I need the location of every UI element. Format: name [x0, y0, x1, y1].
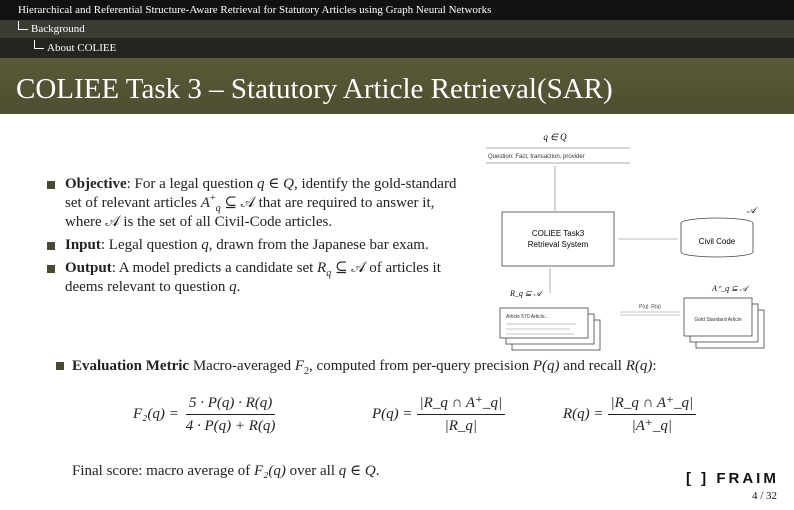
math-q: q	[257, 176, 265, 192]
fraction-numerator: |R_q ∩ A⁺_q|	[608, 394, 697, 415]
final-text: over all	[285, 463, 339, 479]
evaluation-label: Evaluation Metric	[72, 358, 190, 374]
math-in: ∈	[264, 176, 284, 192]
formula-row	[0, 394, 794, 444]
pred-doc-text: Article 570 Article...	[506, 314, 549, 320]
retrieval-system-box	[502, 212, 614, 266]
evaluation-metric	[56, 356, 776, 376]
math-in: ∈	[346, 463, 365, 479]
aq-label: A⁺_q ⊆ 𝒜	[712, 284, 748, 293]
gold-doc-text: Gold Standard Article	[694, 317, 742, 323]
bullet-label: Objective	[65, 176, 127, 192]
fraction	[417, 394, 506, 435]
math-q: q	[229, 279, 237, 295]
final-text: Final score: macro average of	[72, 463, 254, 479]
evaluation-fragment: Macro-averaged	[189, 358, 295, 374]
nav-section-label: Background	[31, 23, 85, 35]
math-Pq: P(q)	[532, 358, 560, 374]
math-F: F	[294, 358, 305, 374]
pred-doc	[500, 308, 588, 338]
math-subset: ⊆	[331, 260, 352, 276]
logo-text: FRAIM	[716, 470, 779, 487]
fraction	[183, 394, 279, 435]
math-q: q	[201, 237, 209, 253]
page-number: 4 / 32	[752, 490, 778, 502]
bullet-label: Input	[65, 237, 101, 253]
math-sub: q	[215, 203, 221, 214]
math-subset: ⊆	[220, 195, 241, 211]
fraction-denominator: |A⁺_q|	[631, 418, 672, 434]
fraction-numerator: |R_q ∩ A⁺_q|	[417, 394, 506, 415]
task-diagram	[480, 128, 780, 353]
bullet-text: , identify the gold-standard set of relevant articles	[65, 176, 457, 211]
bullet-text: that are required to answer it, where	[65, 195, 435, 230]
calA-label: 𝒜	[747, 205, 756, 215]
math-A: A	[200, 195, 210, 211]
evaluation-fragment: :	[652, 358, 657, 374]
bullet-text: : Legal question	[100, 237, 202, 253]
bullet-objective	[47, 175, 462, 232]
nav-subsection[interactable]	[0, 38, 794, 58]
bullet-list	[47, 175, 462, 301]
tree-connector-icon	[18, 21, 28, 30]
formula-f2	[133, 394, 282, 435]
slide-title: COLIEE Task 3 – Statutory Article Retrieval(SAR)	[0, 58, 794, 114]
bullet-marker-icon	[47, 265, 55, 273]
bullet-text: , drawn from the Japanese bar exam.	[208, 237, 429, 253]
bullet-input	[47, 236, 462, 255]
diagram-question-caption: Question: Fact, transaction, provider	[488, 154, 585, 160]
math-sup: +	[209, 193, 216, 204]
math-calA: 𝒜	[105, 214, 120, 230]
retrieval-system-label: COLIEE Task3	[531, 229, 585, 238]
formula-precision	[372, 394, 509, 435]
final-score	[72, 461, 379, 480]
diagram-top-label: q ∈ Q	[543, 132, 567, 142]
fraim-logo	[686, 470, 779, 487]
bullet-marker-icon	[47, 242, 55, 250]
bullet-marker-icon	[47, 181, 55, 189]
formula-lhs: P(q) =	[372, 406, 413, 422]
evaluation-fragment: and recall	[559, 358, 626, 374]
bullet-text: : For a legal question	[126, 176, 258, 192]
retrieval-system-label: Retrieval System	[527, 240, 589, 249]
nav-section[interactable]	[0, 20, 794, 38]
compare-label: P(q), R(q)	[639, 304, 661, 310]
bullet-text: is the set of all Civil-Code articles.	[119, 214, 333, 230]
civil-code-label: Civil Code	[698, 237, 736, 246]
formula-recall	[563, 394, 700, 435]
evaluation-fragment: , computed from per-query precision	[309, 358, 533, 374]
bracket-icon: [ ]	[686, 470, 710, 487]
bullet-marker-icon	[56, 362, 64, 370]
math-R: R	[317, 260, 327, 276]
formula-lhs: R(q) =	[563, 406, 604, 422]
math-Q: Q	[283, 176, 294, 192]
tree-connector-icon	[34, 40, 44, 49]
fraction-denominator: 4 · P(q) + R(q)	[185, 418, 276, 434]
nav-paper-title[interactable]: Hierarchical and Referential Structure-Aware Retrieval for Statutory Articles using Graph Neural Networks	[0, 0, 794, 20]
math-Q: Q	[364, 463, 376, 479]
nav-subsection-label: About COLIEE	[47, 42, 117, 54]
math-Rq: R(q)	[625, 358, 653, 374]
bullet-label: Output	[65, 260, 112, 276]
math-calA: 𝒜	[351, 260, 366, 276]
math-F2q: F₂(q)	[254, 463, 286, 479]
final-text: .	[375, 463, 380, 479]
formula-lhs: F₂(q) =	[133, 406, 179, 422]
math-sub: 2	[304, 366, 310, 377]
evaluation-text	[56, 358, 657, 377]
bullet-output	[47, 259, 462, 297]
bullet-text: of articles it deems relevant to question	[65, 260, 441, 295]
bullet-text: : A model predicts a candidate set	[111, 260, 318, 276]
math-calA: 𝒜	[240, 195, 255, 211]
math-q: q	[338, 463, 347, 479]
fraction-numerator: 5 · P(q) · R(q)	[186, 394, 275, 415]
fraction	[608, 394, 697, 435]
math-sub: q	[326, 268, 332, 279]
fraction-denominator: |R_q|	[444, 418, 478, 434]
rq-label: R_q ⊆ 𝒜	[510, 289, 542, 298]
bullet-text: .	[236, 279, 241, 295]
